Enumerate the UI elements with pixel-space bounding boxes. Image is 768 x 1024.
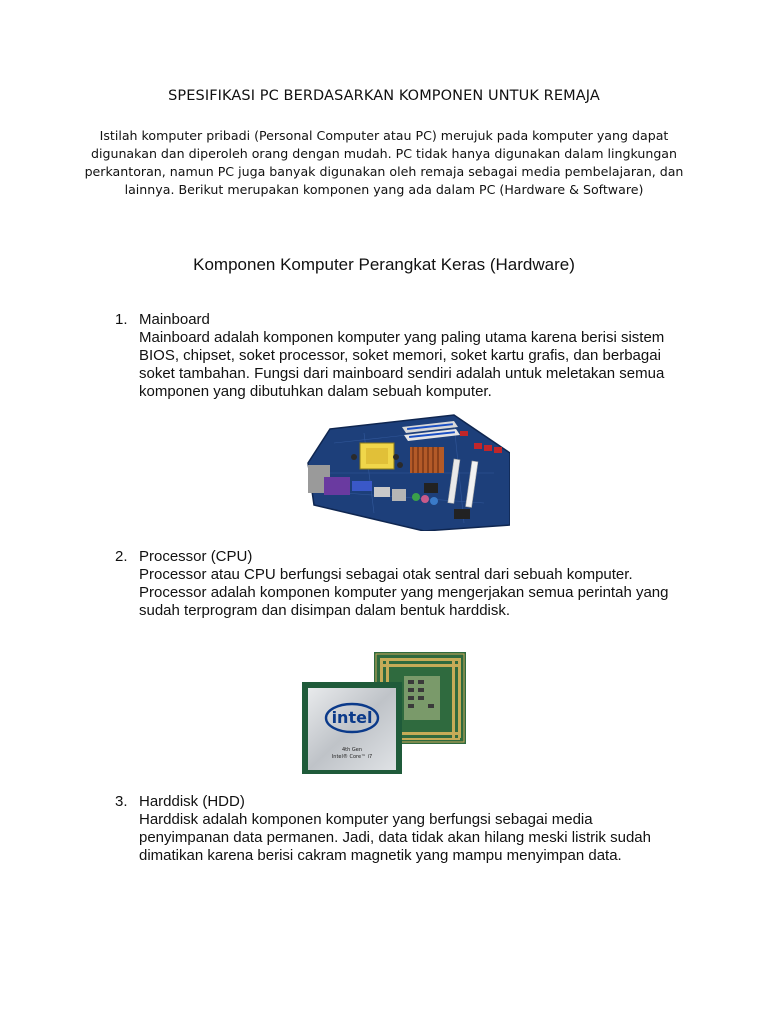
list-item-harddisk — [112, 793, 672, 865]
item-description: Mainboard adalah komponen komputer yang paling utama karena berisi sistem BIOS, chipset, soket processor, soket memori, soket kartu grafis, dan berbagai soket tambahan. Fungsi dari mainboard sendiri adalah untuk meletakan semua komponen yang dibutuhkan dalam sebuah komputer. — [139, 329, 665, 400]
list-item-processor — [112, 548, 672, 620]
cpu-generation-text: 4th Gen — [341, 747, 363, 753]
document-title: SPESIFIKASI PC BERDASARKAN KOMPONEN UNTUK REMAJA — [168, 88, 600, 104]
item-description: Processor atau CPU berfungsi sebagai otak sentral dari sebuah komputer. Processor adalah komponen komputer yang mengerjakan semua perintah yang sudah terprogram dan disimpan dalam bentuk harddisk. — [139, 566, 669, 619]
item-name: Processor (CPU) — [139, 548, 253, 565]
cpu-model-text: Intel® Core™ i7 — [331, 754, 373, 760]
list-item-mainboard — [112, 311, 672, 401]
item-name: Harddisk (HDD) — [139, 793, 245, 810]
list-number: 1. — [115, 311, 128, 328]
processor-image — [300, 652, 468, 776]
section-heading: Komponen Komputer Perangkat Keras (Hardware) — [193, 255, 575, 274]
list-number: 2. — [115, 548, 128, 565]
mainboard-image — [304, 413, 510, 531]
item-name: Mainboard — [139, 311, 210, 328]
intel-logo-text: intel — [331, 708, 373, 727]
item-description: Harddisk adalah komponen komputer yang berfungsi sebagai media penyimpanan data permanen. Jadi, data tidak akan hilang meski listrik sudah dimatikan karena berisi cakram magnetik yang mampu menyimpan data. — [139, 811, 651, 864]
intro-paragraph: Istilah komputer pribadi (Personal Computer atau PC) merujuk pada komputer yang dapat digunakan dan diperoleh orang dengan mudah. PC tidak hanya digunakan dalam lingkungan perkantoran, namun PC juga banyak digunakan oleh remaja sebagai media pembelajaran, dan lainnya. Berikut merupakan komponen yang ada dalam PC (Hardware & Software) — [84, 128, 684, 197]
list-number: 3. — [115, 793, 128, 810]
